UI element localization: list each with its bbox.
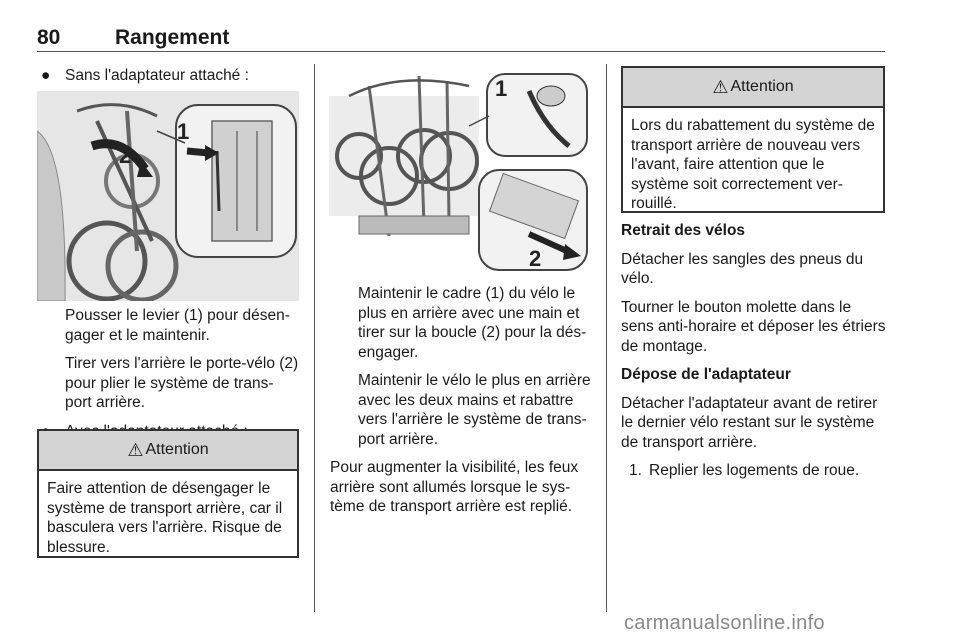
step-text: Replier les logements de roue. [649, 462, 860, 479]
illustration-lever-release [37, 91, 299, 301]
warning-box-left [37, 429, 299, 558]
bullet-item [37, 66, 299, 86]
warning-text: Faire attention de désengager le système de transport arrière, car il basculera vers l'arrière. Risque de blessure. [47, 480, 283, 556]
watermark: carmanualsonline.info [624, 612, 825, 634]
warning-text: Lors du rabattement du système de transport arrière de nouveau vers l'avant, faire attention que le système soit correctement ver-rouillé. [631, 117, 875, 212]
column-divider-1 [314, 64, 315, 612]
warning-header [39, 431, 297, 471]
callout-1: 1 [495, 76, 508, 101]
warning-title: Attention [145, 441, 209, 458]
column-divider-2 [606, 64, 607, 612]
info-text: Pour augmenter la visibilité, les feux arrière sont allumés lorsque le sys-tème de transport arrière est replié. [330, 459, 579, 515]
instruction-text: Maintenir le vélo le plus en arrière avec les deux mains et rabattre vers l'arrière le système de trans-port arrière. [358, 372, 591, 448]
page-title: Rangement [115, 26, 230, 49]
step-number: 1. [629, 462, 642, 479]
section-heading: Retrait des vélos [621, 222, 746, 239]
page-number: 80 [37, 26, 61, 49]
body-text: Détacher l'adaptateur avant de retirer le dernier vélo restant sur le système de transport arrière. [621, 394, 878, 451]
strap-release-drawing [329, 66, 591, 274]
lever-release-drawing [37, 91, 299, 301]
warning-box-right [621, 66, 885, 213]
warning-header [623, 68, 883, 108]
section-heading: Dépose de l'adaptateur [621, 366, 791, 383]
warning-title: Attention [730, 78, 794, 95]
callout-2: 2 [529, 246, 542, 271]
numbered-step [621, 461, 887, 481]
warning-triangle-icon: ⚠ [127, 439, 144, 460]
bullet-dot-icon: ● [41, 67, 51, 84]
right-column-text [621, 221, 887, 490]
instruction-text: Tirer vers l'arrière le porte-vélo (2) pour plier le système de trans-port arrière. [65, 355, 299, 411]
header-rule [37, 51, 885, 52]
illustration-strap-release [329, 66, 591, 274]
callout-1: 1 [177, 119, 190, 144]
warning-triangle-icon: ⚠ [712, 76, 729, 97]
callout-2: 2 [119, 143, 132, 168]
body-text: Tourner le bouton molette dans le sens anti-horaire et déposer les étriers de montage. [621, 298, 886, 355]
middle-column-text [330, 284, 592, 526]
instruction-text: Pousser le levier (1) pour désen-gager et le maintenir. [65, 307, 290, 344]
instruction-text: Maintenir le cadre (1) du vélo le plus en arrière avec une main et tirer sur la boucle (2) pour la dés-engager. [358, 285, 587, 361]
bullet-text: Sans l'adaptateur attaché : [65, 67, 249, 84]
body-text: Détacher les sangles des pneus du vélo. [621, 250, 864, 287]
